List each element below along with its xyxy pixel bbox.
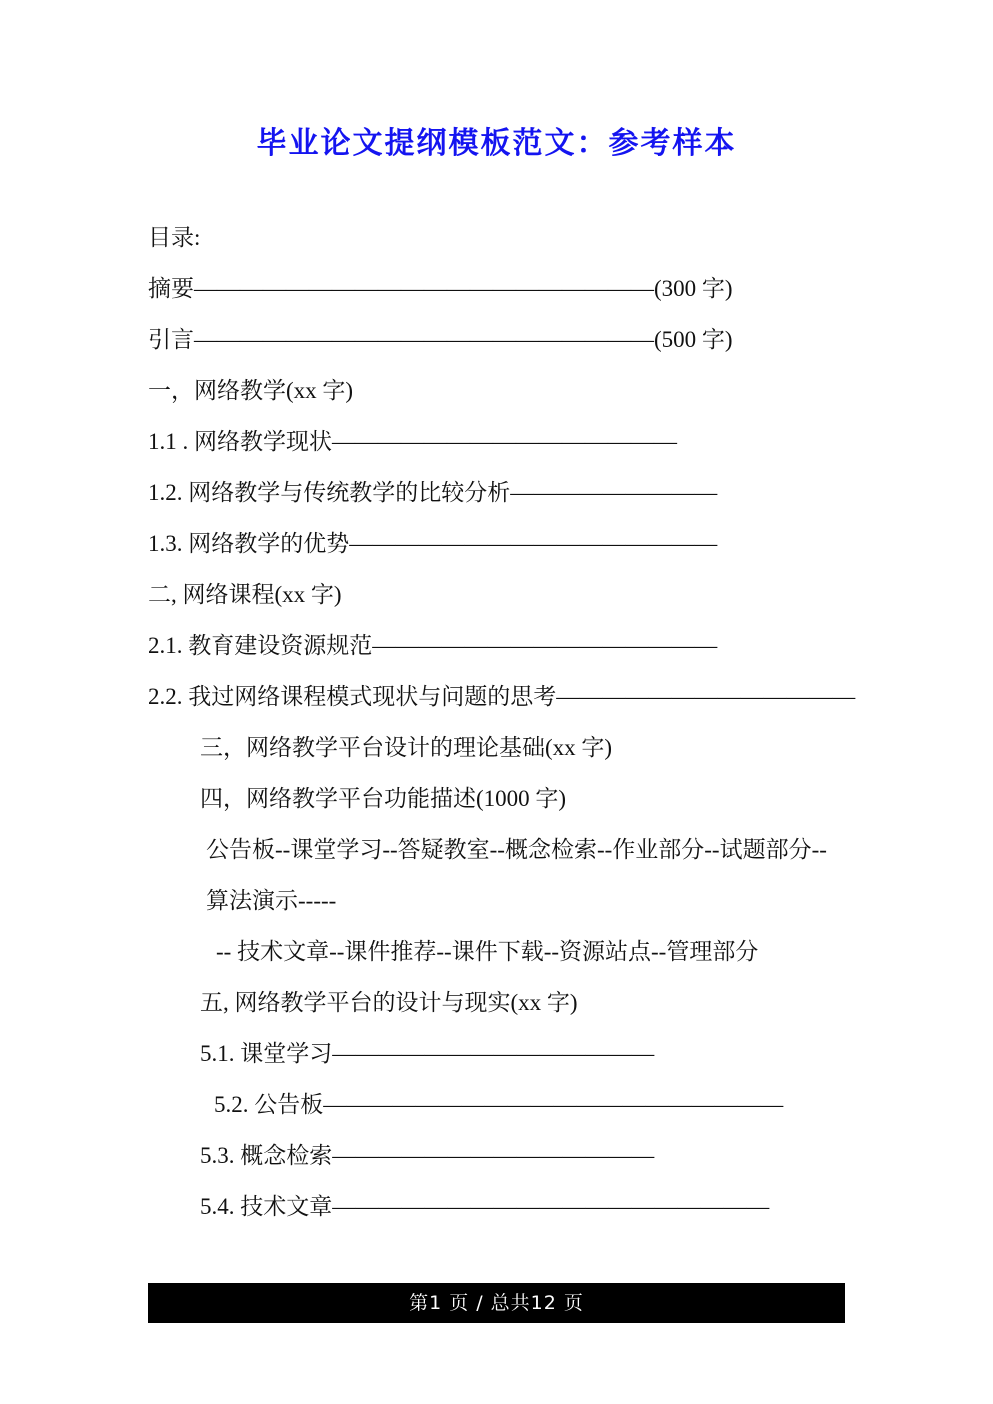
content-line-5-4: 5.4. 技术文章——————————————————— xyxy=(200,1194,770,1219)
content-line-2-2: 2.2. 我过网络课程模式现状与问题的思考————————————— xyxy=(148,684,856,709)
content-line-5-1: 5.1. 课堂学习—————————————— xyxy=(200,1041,655,1066)
content-line-introduction: 引言————————————————————(500 字) xyxy=(148,327,733,352)
content-line-section-4: 四，网络教学平台功能描述(1000 字) xyxy=(200,786,567,811)
content-line-section-5: 五, 网络教学平台的设计与现实(xx 字) xyxy=(200,990,578,1015)
content-line-5-3: 5.3. 概念检索—————————————— xyxy=(200,1143,655,1168)
page-number-footer: 第1 页 / 总共12 页 xyxy=(148,1283,845,1323)
content-line-2-1: 2.1. 教育建设资源规范——————————————— xyxy=(148,633,718,658)
content-line-abstract: 摘要————————————————————(300 字) xyxy=(148,276,733,301)
content-line-1-2: 1.2. 网络教学与传统教学的比较分析————————— xyxy=(148,480,718,505)
content-line-5-2: 5.2. 公告板———————————————————— xyxy=(214,1092,784,1117)
content-line-catalog: 目录: xyxy=(148,225,201,250)
content-line-section-3: 三，网络教学平台设计的理论基础(xx 字) xyxy=(200,735,613,760)
document-body xyxy=(148,212,856,1232)
page-title: 毕业论文提纲模板范文：参考样本 xyxy=(256,126,737,161)
content-line-section-1: 一，网络教学(xx 字) xyxy=(148,378,354,403)
content-line-modules-1: 公告板--课堂学习--答疑教室--概念检索--作业部分--试题部分--算法演示----- xyxy=(206,837,827,913)
content-line-section-2: 二, 网络课程(xx 字) xyxy=(148,582,342,607)
content-line-1-3: 1.3. 网络教学的优势———————————————— xyxy=(148,531,718,556)
content-line-modules-2: -- 技术文章--课件推荐--课件下载--资源站点--管理部分 xyxy=(216,939,759,964)
content-line-1-1: 1.1 . 网络教学现状——————————————— xyxy=(148,429,677,454)
